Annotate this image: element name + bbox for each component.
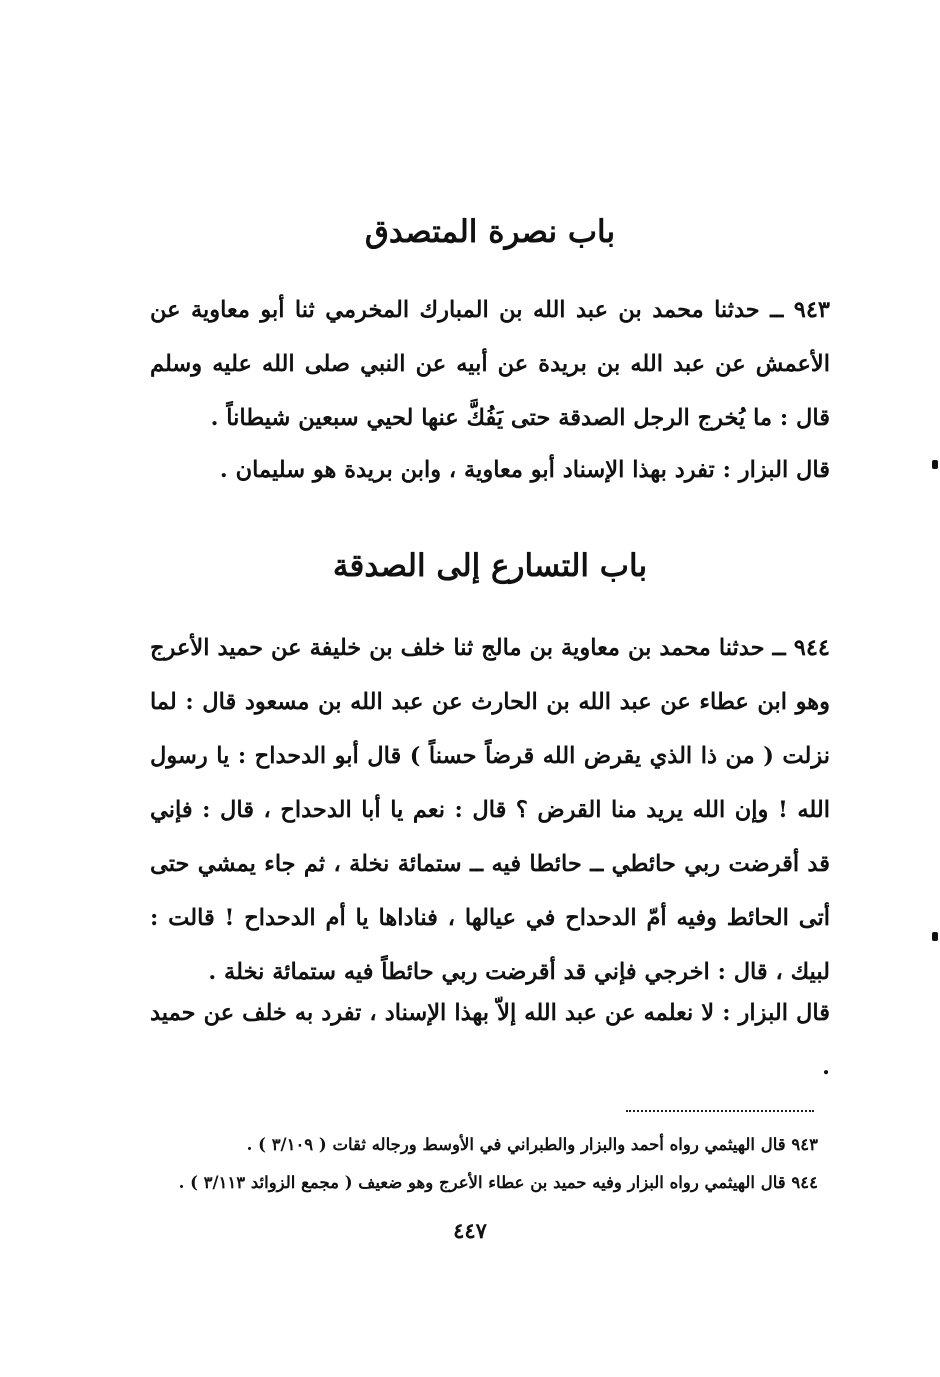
hadith-944: ٩٤٤ ــ حدثنا محمد بن معاوية بن مالج ثنا خلف بن خليفة عن حميد الأعرج وهو ابن عطاء عن عبد الله بن الحارث عن عبد الله بن مسعود قال : لما نزلت ( من ذا الذي يقرض الله قرضاً حسناً ) قال أبو الدحداح : يا رسول الله ! وإن الله يريد منا القرض ؟ قال : نعم يا أبا الدحداح ، قال : فإني قد أقرضت ربي حائطي ــ حائطا فيه ــ ستمائة نخلة ، ثم جاء يمشي حتى أتى الحائط وفيه أمّ الدحداح في عيالها ، فناداها يا أم الدحداح ! قالت : لبيك ، قال : اخرجي فإني قد أقرضت ربي حائطاً فيه ستمائة نخلة . xyxy=(150,635,830,985)
hadith-943: ٩٤٣ ــ حدثنا محمد بن عبد الله بن المبارك المخرمي ثنا أبو معاوية عن الأعمش عن عبد الله بن بريدة عن أبيه عن النبي صلى الله عليه وسلم قال : ما يُخرج الرجل الصدقة حتى يَفُكَّ عنها لحيي سبعين شيطاناً . xyxy=(150,297,830,431)
section-heading-2: باب التسارع إلى الصدقة xyxy=(332,548,648,584)
bazzar-note-943: قال البزار : تفرد بهذا الإسناد أبو معاوية ، وابن بريدة هو سليمان . xyxy=(219,457,830,483)
page-number: ٤٤٧ xyxy=(453,1218,487,1243)
footnote-944: ٩٤٤ قال الهيثمي رواه البزار وفيه حميد بن عطاء الأعرج وهو ضعيف ( مجمع الزوائد ٣/١١٣ ) . xyxy=(178,1173,818,1192)
scan-mark xyxy=(932,460,938,469)
scan-mark xyxy=(932,932,938,941)
section-heading-1: باب نصرة المتصدق xyxy=(364,214,616,250)
bazzar-note-944: قال البزار : لا نعلمه عن عبد الله إلاّ بهذا الإسناد ، تفرد به خلف عن حميد . xyxy=(150,1000,830,1080)
footnote-separator xyxy=(626,1110,814,1112)
footnote-943: ٩٤٣ قال الهيثمي رواه أحمد والبزار والطبراني في الأوسط ورجاله ثقات ( ٣/١٠٩ ) . xyxy=(246,1135,818,1154)
footnotes xyxy=(150,1126,818,1202)
